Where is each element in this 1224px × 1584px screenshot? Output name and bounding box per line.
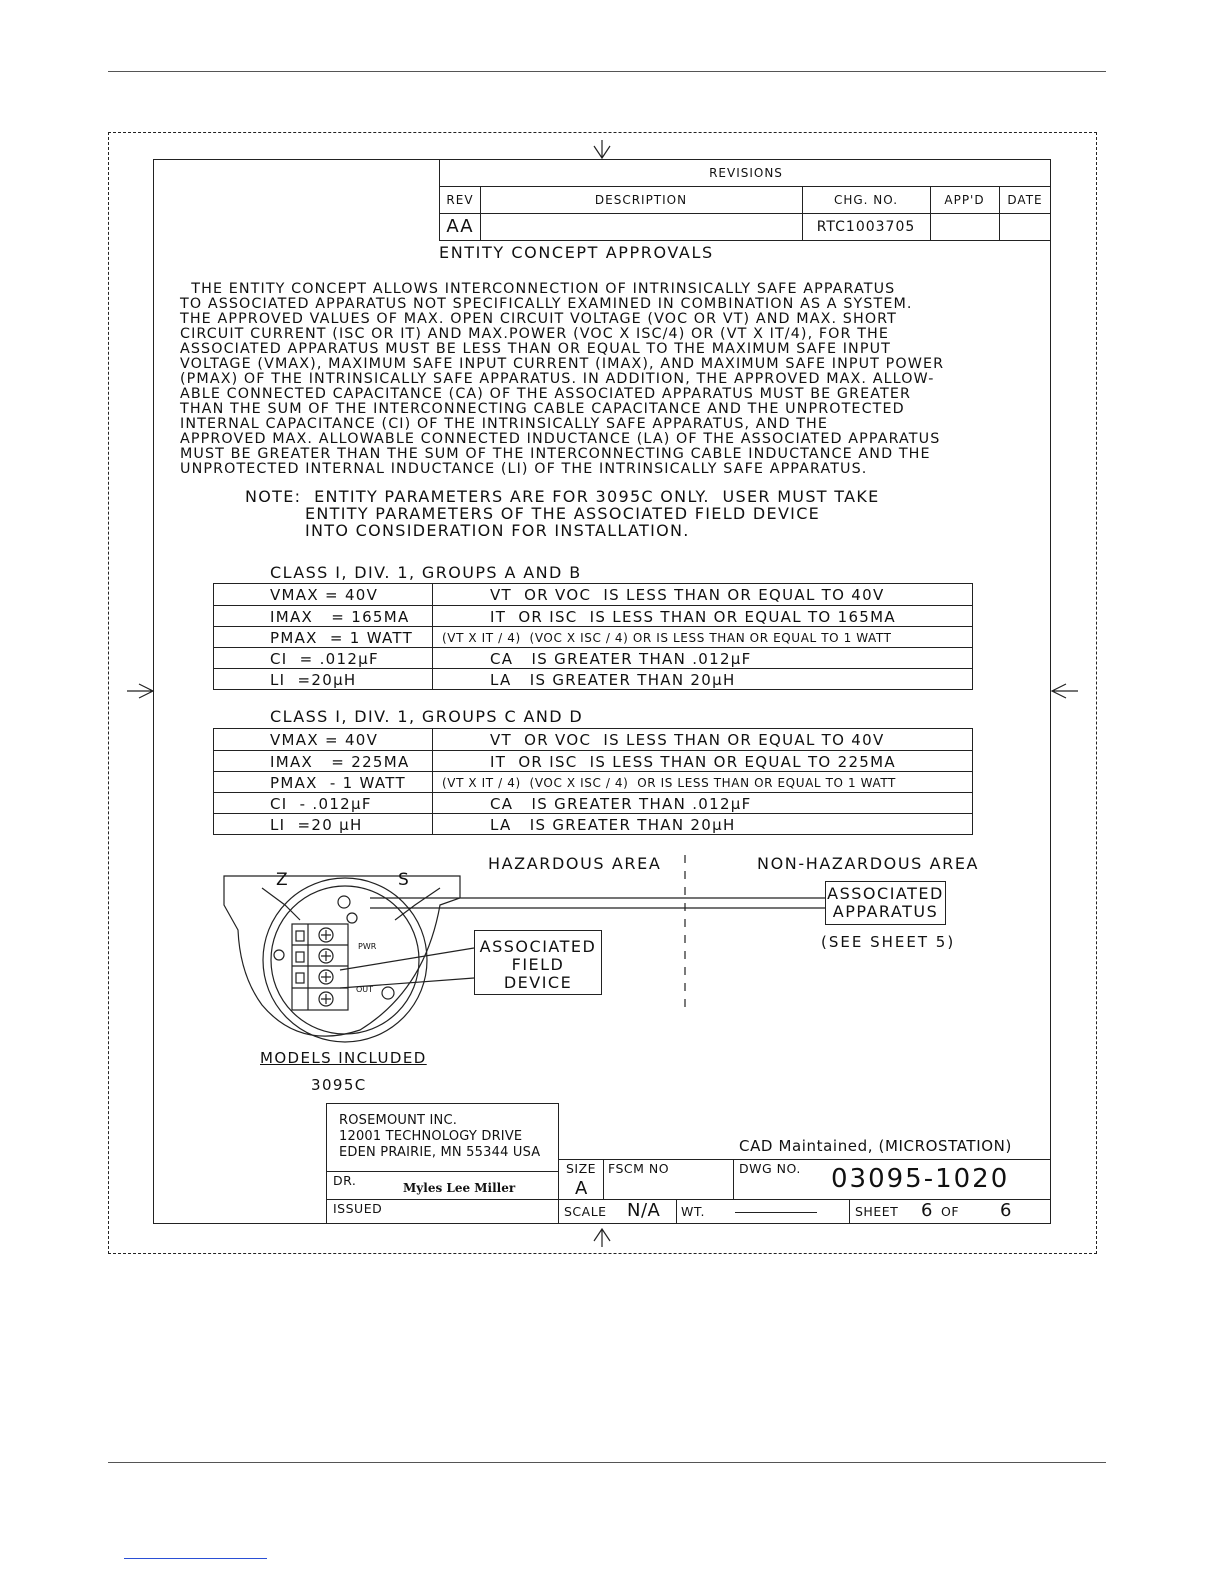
class-ab-title: CLASS I, DIV. 1, GROUPS A AND B [270, 563, 582, 582]
housing-z-label: Z [276, 870, 289, 890]
paragraph-line: (PMAX) OF THE INTRINSICALLY SAFE APPARATUS. IN ADDITION, THE APPROVED MAX. ALLOW- [180, 371, 935, 387]
requirement-cell: IT OR ISC IS LESS THAN OR EQUAL TO 225MA [490, 753, 896, 771]
field-device-line: FIELD [511, 955, 565, 974]
requirement-cell: (VT X IT / 4) (VOC X ISC / 4) OR IS LESS THAN OR EQUAL TO 1 WATT [442, 631, 892, 645]
requirement-cell: CA IS GREATER THAN .012µF [490, 795, 752, 813]
non-hazardous-area-label: NON-HAZARDOUS AREA [757, 854, 980, 873]
chg-no-header: CHG. NO. [833, 193, 899, 207]
model-value: 3095C [311, 1076, 367, 1094]
requirement-cell: IT OR ISC IS LESS THAN OR EQUAL TO 165MA [490, 608, 896, 626]
date-header: DATE [1007, 193, 1043, 207]
note-line: ENTITY PARAMETERS OF THE ASSOCIATED FIELD DEVICE [305, 504, 821, 523]
paragraph-line: ABLE CONNECTED CAPACITANCE (CA) OF THE ASSOCIATED APPARATUS MUST BE GREATER [180, 386, 912, 402]
appd-header: APP'D [944, 193, 985, 207]
requirement-cell: LA IS GREATER THAN 20µH [490, 816, 736, 834]
associated-apparatus-box [825, 881, 946, 925]
param-cell: LI =20µH [270, 671, 357, 689]
field-device-line: ASSOCIATED [479, 937, 597, 956]
param-cell: VMAX = 40V [270, 586, 379, 604]
note-line: INTO CONSIDERATION FOR INSTALLATION. [305, 521, 690, 540]
dwg-no-label: DWG NO. [739, 1161, 801, 1176]
company-line: ROSEMOUNT INC. [339, 1113, 458, 1128]
param-cell: LI =20 µH [270, 816, 363, 834]
of-value: 6 [1000, 1200, 1012, 1221]
paragraph-line: UNPROTECTED INTERNAL INDUCTANCE (LI) OF THE INTRINSICALLY SAFE APPARATUS. [180, 461, 868, 477]
param-cell: PMAX = 1 WATT [270, 629, 414, 647]
note-line: NOTE: ENTITY PARAMETERS ARE FOR 3095C ONLY. USER MUST TAKE [245, 487, 880, 506]
rev-value: AA [446, 216, 474, 237]
scale-label: SCALE [564, 1204, 607, 1219]
param-cell: CI = .012µF [270, 650, 379, 668]
paragraph-line: MUST BE GREATER THAN THE SUM OF THE INTERCONNECTING CABLE INDUCTANCE AND THE [180, 446, 931, 462]
pwr-label: PWR [358, 942, 377, 951]
requirement-cell: (VT X IT / 4) (VOC X ISC / 4) OR IS LESS THAN OR EQUAL TO 1 WATT [442, 776, 896, 790]
param-cell: IMAX = 165MA [270, 608, 410, 626]
field-device-line: DEVICE [503, 973, 573, 992]
requirement-cell: CA IS GREATER THAN .012µF [490, 650, 752, 668]
cad-maintained-label: CAD Maintained, (MICROSTATION) [739, 1137, 1012, 1155]
requirement-cell: VT OR VOC IS LESS THAN OR EQUAL TO 40V [490, 731, 885, 749]
ground-screw-icon [338, 896, 350, 908]
paragraph-line: CIRCUIT CURRENT (ISC OR IT) AND MAX.POWER (VOC X ISC/4) OR (VT X IT/4), FOR THE [180, 326, 890, 342]
dr-label: DR. [333, 1173, 357, 1188]
size-label: SIZE [566, 1161, 597, 1176]
chg-no-value: RTC1003705 [816, 219, 916, 235]
rev-header: REV [446, 193, 474, 207]
class-cd-title: CLASS I, DIV. 1, GROUPS C AND D [270, 707, 584, 726]
issued-label: ISSUED [333, 1201, 383, 1216]
apparatus-line: ASSOCIATED [827, 884, 944, 903]
hazardous-area-label: HAZARDOUS AREA [488, 854, 662, 873]
paragraph-line: ASSOCIATED APPARATUS MUST BE LESS THAN OR EQUAL TO THE MAXIMUM SAFE INPUT [180, 341, 891, 357]
page-bottom-rule [108, 1462, 1106, 1463]
paragraph-line: THE APPROVED VALUES OF MAX. OPEN CIRCUIT VOLTAGE (VOC OR VT) AND MAX. SHORT [180, 311, 898, 327]
description-header: DESCRIPTION [594, 193, 688, 207]
paragraph-line: THE ENTITY CONCEPT ALLOWS INTERCONNECTION OF INTRINSICALLY SAFE APPARATUS [180, 281, 896, 297]
sheet-label: SHEET [855, 1204, 899, 1219]
paragraph-line: APPROVED MAX. ALLOWABLE CONNECTED INDUCTANCE (LA) OF THE ASSOCIATED APPARATUS [180, 431, 941, 447]
see-sheet-label: (SEE SHEET 5) [821, 933, 956, 951]
size-value: A [575, 1178, 588, 1199]
fscm-label: FSCM NO [608, 1161, 670, 1176]
requirement-cell: VT OR VOC IS LESS THAN OR EQUAL TO 40V [490, 586, 885, 604]
company-line: EDEN PRAIRIE, MN 55344 USA [339, 1145, 541, 1160]
param-cell: VMAX = 40V [270, 731, 379, 749]
weight-label: WT. [681, 1204, 705, 1219]
param-cell: CI - .012µF [270, 795, 372, 813]
sheet-value: 6 [921, 1200, 933, 1221]
param-cell: PMAX - 1 WATT [270, 774, 406, 792]
requirement-cell: LA IS GREATER THAN 20µH [490, 671, 736, 689]
footer-link-underline [124, 1558, 267, 1559]
of-label: OF [941, 1204, 960, 1219]
paragraph-line: TO ASSOCIATED APPARATUS NOT SPECIFICALLY EXAMINED IN COMBINATION AS A SYSTEM. [180, 296, 913, 312]
associated-field-device-box [474, 930, 602, 995]
wire-to-field-device [340, 948, 474, 970]
drawn-by-name: Myles Lee Miller [403, 1181, 516, 1195]
out-label: OUT [356, 985, 374, 994]
param-cell: IMAX = 225MA [270, 753, 410, 771]
scale-value: N/A [627, 1200, 661, 1221]
apparatus-line: APPARATUS [832, 902, 939, 921]
paragraph-line: THAN THE SUM OF THE INTERCONNECTING CABLE CAPACITANCE AND THE UNPROTECTED [180, 401, 905, 417]
company-line: 12001 TECHNOLOGY DRIVE [339, 1129, 523, 1144]
housing-s-label: S [398, 870, 410, 890]
paragraph-line: VOLTAGE (VMAX), MAXIMUM SAFE INPUT CURRENT (IMAX), AND MAXIMUM SAFE INPUT POWER [180, 356, 945, 372]
revisions-title: REVISIONS [709, 166, 783, 180]
paragraph-line: INTERNAL CAPACITANCE (CI) OF THE INTRINSICALLY SAFE APPARATUS, AND THE [180, 416, 829, 432]
entity-heading: ENTITY CONCEPT APPROVALS [439, 243, 714, 262]
dwg-no-value: 03095-1020 [831, 1164, 1010, 1194]
models-included-label: MODELS INCLUDED [260, 1049, 427, 1067]
